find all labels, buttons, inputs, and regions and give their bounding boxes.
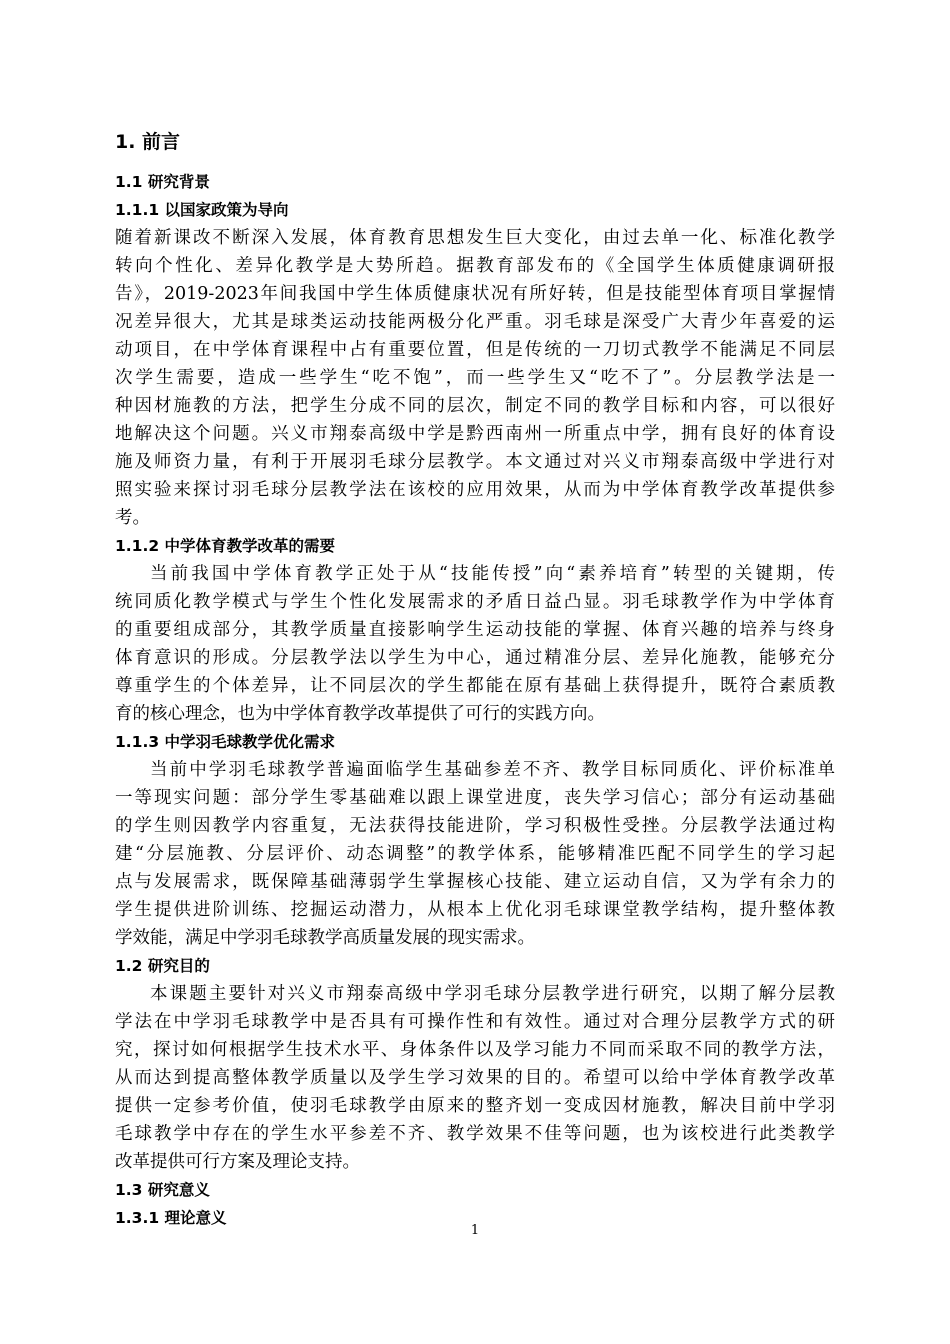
chapter-heading: 1. 前言 <box>115 131 181 153</box>
text-line: 随着新课改不断深入发展，体育教育思想发生巨大变化，由过去单一化、标准化教学 <box>115 228 835 248</box>
text-line: 照实验来探讨羽毛球分层教学法在该校的应用效果，从而为中学体育教学改革提供参 <box>115 480 835 500</box>
page-number: 1 <box>470 1223 480 1238</box>
text-line: 种因材施教的方法，把学生分成不同的层次，制定不同的教学目标和内容，可以很好 <box>115 396 835 416</box>
section-heading-research-purpose: 1.2 研究目的 <box>115 957 210 975</box>
text-line: 的重要组成部分，其教学质量直接影响学生运动技能的掌握、体育兴趣的培养与终身 <box>115 620 835 640</box>
subsection-heading-pe-reform: 1.1.2 中学体育教学改革的需要 <box>115 537 336 555</box>
text-line: 告》，2019-2023年间我国中学生体质健康状况有所好转，但是技能型体育项目掌握情 <box>115 284 835 304</box>
paragraph-national-policy <box>115 224 835 532</box>
paragraph-research-purpose <box>115 980 835 1176</box>
text-line: 建“分层施教、分层评价、动态调整”的教学体系，能够精准匹配不同学生的学习起 <box>115 844 835 864</box>
text-line: 考。 <box>115 508 150 528</box>
subsection-heading-badminton-optimization: 1.1.3 中学羽毛球教学优化需求 <box>115 733 336 751</box>
section-heading-research-significance: 1.3 研究意义 <box>115 1181 210 1199</box>
text-line: 从而达到提高整体教学质量以及学生学习效果的目的。希望可以给中学体育教学改革 <box>115 1068 835 1088</box>
text-line: 改革提供可行方案及理论支持。 <box>115 1152 360 1172</box>
text-line: 究，探讨如何根据学生技术水平、身体条件以及学习能力不同而采取不同的教学方法， <box>115 1040 835 1060</box>
text-line: 况差异很大，尤其是球类运动技能两极分化严重。羽毛球是深受广大青少年喜爱的运 <box>115 312 835 332</box>
paragraph-pe-reform <box>115 560 835 728</box>
text-line: 施及师资力量，有利于开展羽毛球分层教学。本文通过对兴义市翔泰高级中学进行对 <box>115 452 835 472</box>
paragraph-badminton-optimization <box>115 756 835 952</box>
subsection-heading-theoretical-significance: 1.3.1 理论意义 <box>115 1209 227 1227</box>
text-line: 学法在中学羽毛球教学中是否具有可操作性和有效性。通过对合理分层教学方式的研 <box>115 1012 835 1032</box>
text-line: 当前我国中学体育教学正处于从“技能传授”向“素养培育”转型的关键期，传 <box>150 564 835 584</box>
text-line: 本课题主要针对兴义市翔泰高级中学羽毛球分层教学进行研究，以期了解分层教 <box>150 984 835 1004</box>
text-line: 当前中学羽毛球教学普遍面临学生基础参差不齐、教学目标同质化、评价标准单 <box>150 760 835 780</box>
text-line: 学生提供进阶训练、挖掘运动潜力，从根本上优化羽毛球课堂教学结构，提升整体教 <box>115 900 835 920</box>
section-heading-research-background: 1.1 研究背景 <box>115 173 210 191</box>
text-line: 育的核心理念，也为中学体育教学改革提供了可行的实践方向。 <box>115 704 605 724</box>
text-line: 提供一定参考价值，使羽毛球教学由原来的整齐划一变成因材施教，解决目前中学羽 <box>115 1096 835 1116</box>
text-line: 学效能，满足中学羽毛球教学高质量发展的现实需求。 <box>115 928 535 948</box>
text-line: 点与发展需求，既保障基础薄弱学生掌握核心技能、建立运动自信，又为学有余力的 <box>115 872 835 892</box>
subsection-heading-national-policy: 1.1.1 以国家政策为导向 <box>115 201 289 219</box>
text-line: 地解决这个问题。兴义市翔泰高级中学是黔西南州一所重点中学，拥有良好的体育设 <box>115 424 835 444</box>
text-line: 尊重学生的个体差异，让不同层次的学生都能在原有基础上获得提升，既符合素质教 <box>115 676 835 696</box>
text-line: 动项目，在中学体育课程中占有重要位置，但是传统的一刀切式教学不能满足不同层 <box>115 340 835 360</box>
document-body <box>115 126 835 1232</box>
text-line: 体育意识的形成。分层教学法以学生为中心，通过精准分层、差异化施教，能够充分 <box>115 648 835 668</box>
text-line: 一等现实问题：部分学生零基础难以跟上课堂进度，丧失学习信心；部分有运动基础 <box>115 788 835 808</box>
text-line: 毛球教学中存在的学生水平参差不齐、教学效果不佳等问题，也为该校进行此类教学 <box>115 1124 835 1144</box>
text-line: 次学生需要，造成一些学生“吃不饱”，而一些学生又“吃不了”。分层教学法是一 <box>115 368 835 388</box>
text-line: 统同质化教学模式与学生个性化发展需求的矛盾日益凸显。羽毛球教学作为中学体育 <box>115 592 835 612</box>
text-line: 的学生则因教学内容重复，无法获得技能进阶，学习积极性受挫。分层教学法通过构 <box>115 816 835 836</box>
text-line: 转向个性化、差异化教学是大势所趋。据教育部发布的《全国学生体质健康调研报 <box>115 256 835 276</box>
